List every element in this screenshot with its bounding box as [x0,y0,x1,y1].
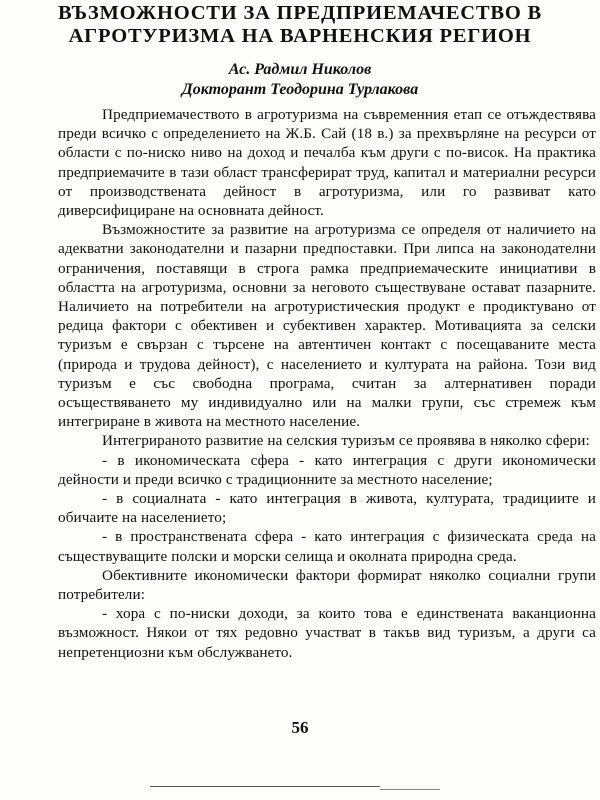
paragraph-1: Предприемачеството в агротуризма на съвременния етап се отъждествява преди всичко с определението на Ж.Б. Сай (18 в.) за прехвърляне на ресурси от области с по-ниско ниво на доход и печалба към други с по-висок. На практика предприемачите в тази област трансферират труд, капитал и материални ресурси от производствената дейност в агротуризма, или го развиват като диверсифициране на основната дейност. [58,106,596,220]
bullet-spatial: - в пространствената сфера - като интеграция с физическата среда на съществуващите полски и морски селища и околната природна среда. [58,528,596,565]
authors-block [0,60,600,100]
article-title [0,2,600,48]
bullet-social: - в социалната - като интеграция в живота, културата, традициите и обичаите на населението; [58,490,596,527]
bullet-economic: - в икономическата сфера - като интеграция с други икономически дейности и преди всичко с традиционните за местното население; [58,451,596,488]
title-line-2: АГРОТУРИЗМА НА ВАРНЕНСКИЯ РЕГИОН [68,25,532,47]
paragraph-7: Обективните икономически фактори формират няколко социални групи потребители: [58,566,596,604]
article-body [58,105,596,662]
author-1: Ас. Радмил Николов [228,61,372,78]
footer-divider-short [380,789,440,790]
paragraph-2: Възможностите за развитие на агротуризма се определя от наличието на адекватни законодателни и пазарни предпоставки. При липса на законодателни ограничения, поставящи в строга рамка предприемаческите инициативи в областта на агротуризма, основни за неговото съществуване остават пазарните. Наличието на потребители на агротуристическия продукт е продиктувано от редица фактори с обективен и субективен характер. Мотивацията за селски туризъм е свързан с търсене на автентичен контакт с посещаваните места (природа и трудова дейност), с населението и културата на района. Този вид туризъм е със свободна програма, считан за алтернативен поради осъществяването му индивидуално или на малки групи, със стремеж към интегриране в живота на местното население. [58,221,596,431]
footer-divider [150,786,380,787]
paragraph-3: Интегрираното развитие на селския туризъм се проявява в няколко сфери: [102,432,590,450]
page-number: 56 [291,718,309,737]
author-2: Докторант Теодорина Турлакова [181,81,419,98]
title-line-1: ВЪЗМОЖНОСТИ ЗА ПРЕДПРИЕМАЧЕСТВО В [58,2,542,24]
bullet-low-income: - хора с по-ниски доходи, за които това е единствената ваканционна възможност. Някои от тях редовно участват в такъв вид туризъм, а други са непретенциозни към обслужването. [58,605,596,661]
